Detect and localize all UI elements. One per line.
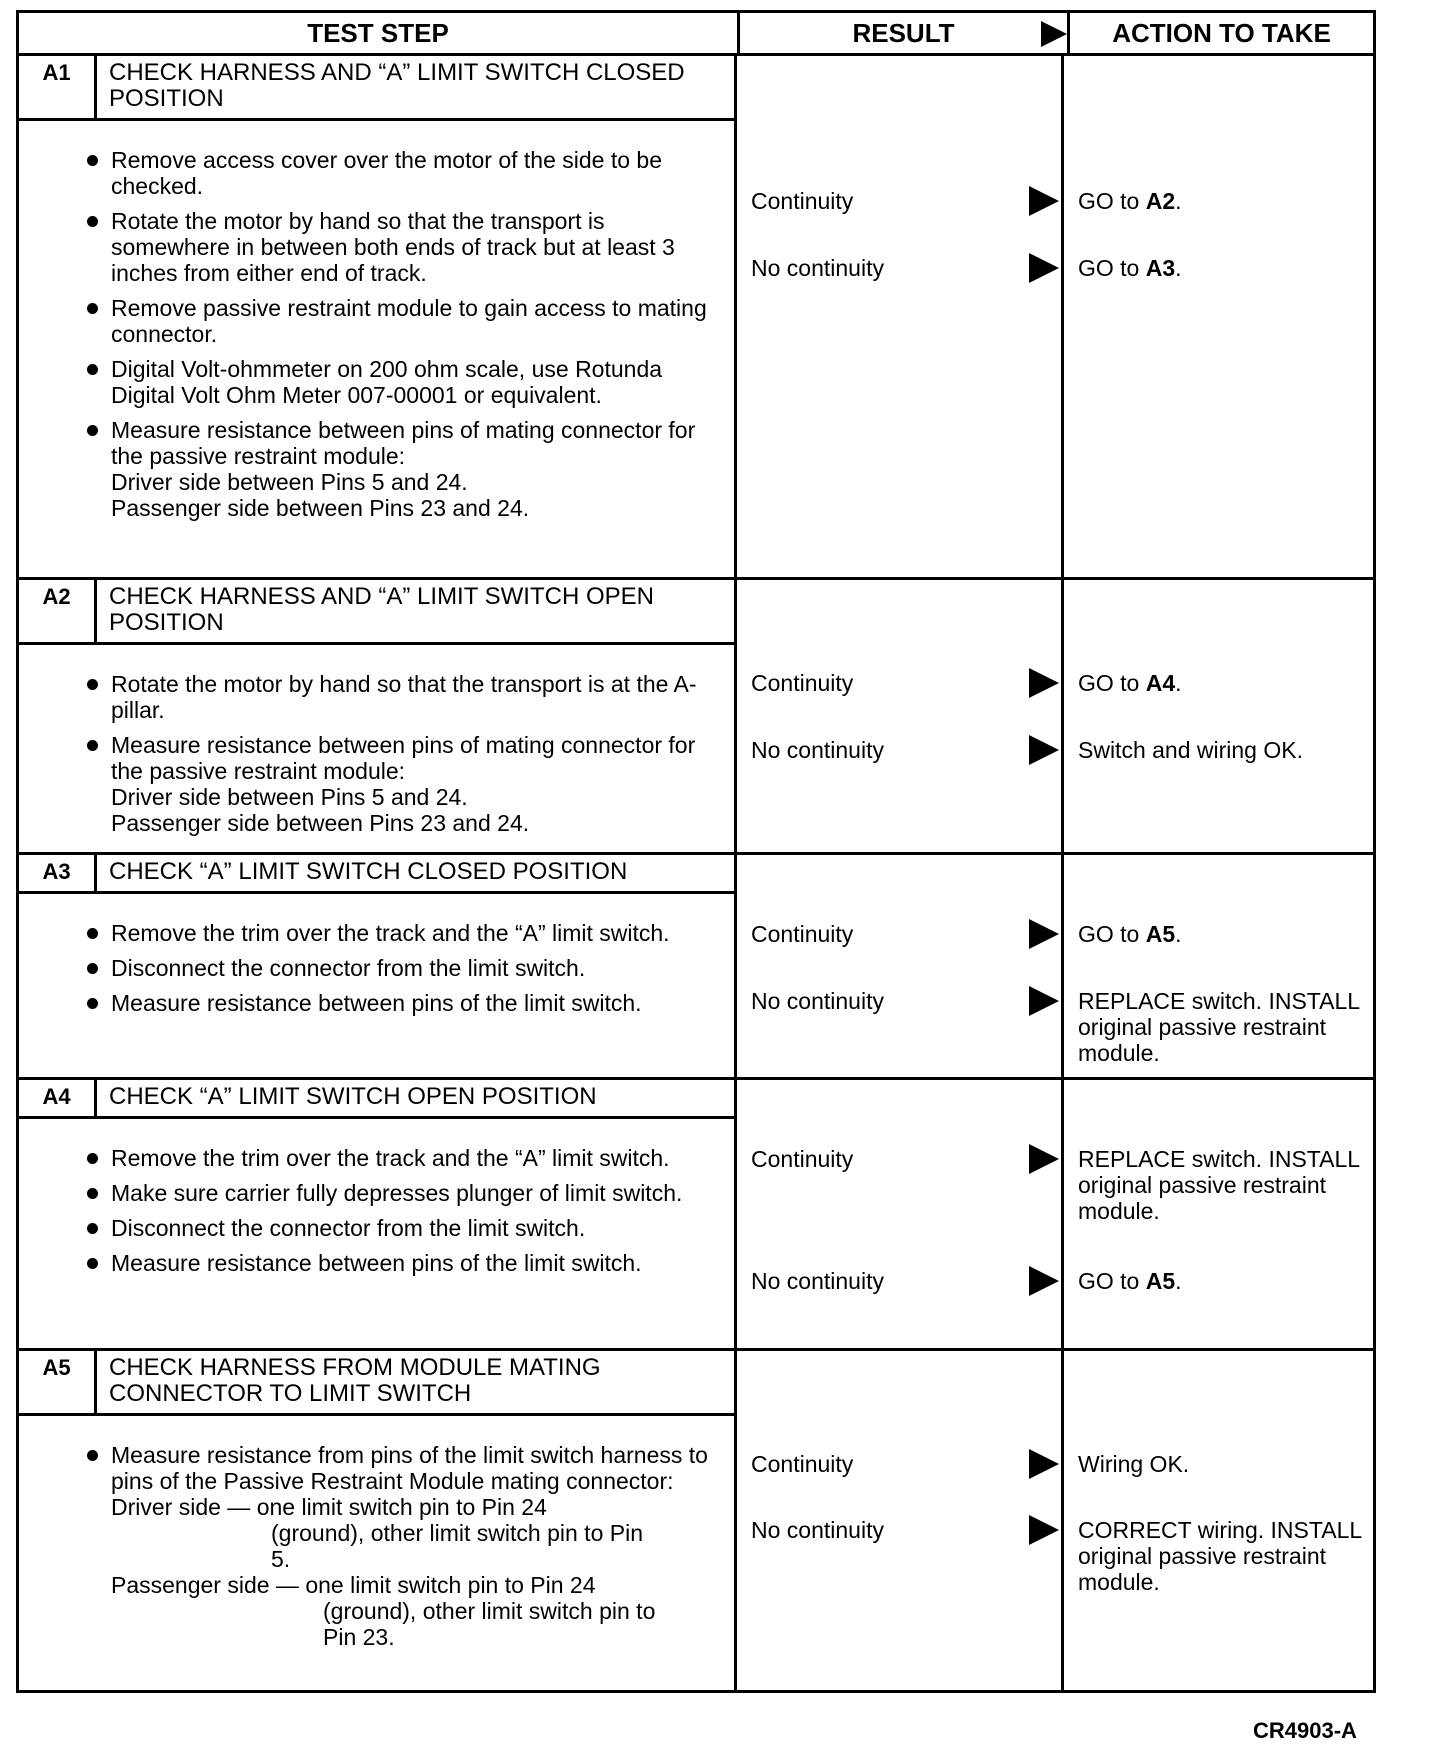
arrow-right-icon [1027,1513,1061,1547]
bullet-item: Make sure carrier fully depresses plunger of limit switch. [111,1180,714,1206]
bullet-item: Remove passive restraint module to gain access to mating connector. [111,295,714,347]
action-text: REPLACE switch. INSTALL original passive restraint module. [1078,1146,1360,1224]
arrow-right-icon [1039,19,1069,49]
action-text: Switch and wiring OK. [1078,737,1303,763]
arrow-right-icon [1027,1264,1061,1298]
result-cell [737,1351,1064,1690]
step-id: A4 [19,1080,97,1116]
bullet-text: Measure resistance from pins of the limit switch harness to pins of the Passive Restraint Module mating connector: [111,1442,708,1494]
result-text: Continuity [751,670,854,696]
step-bullets [19,645,734,844]
step-title-row [19,855,734,894]
arrow-right-icon [1027,917,1061,951]
step-title-row [19,580,734,645]
action-cell [1064,1351,1373,1690]
arrow-right-icon [1027,184,1061,218]
step-bullets [19,1416,734,1658]
step-bullets [19,1119,734,1293]
action-cell [1064,56,1373,577]
step-title: CHECK HARNESS AND “A” LIMIT SWITCH CLOSED POSITION [109,59,685,112]
step-title: CHECK HARNESS FROM MODULE MATING CONNECTOR TO LIMIT SWITCH [109,1354,601,1407]
header-result [740,13,1070,53]
step-bullets [19,121,734,529]
result-cell [737,855,1064,1077]
action-text: GO to A5. [1078,1268,1182,1294]
bullet-item: Remove the trim over the track and the “A” limit switch. [111,1145,714,1171]
test-step-cell [19,580,737,852]
bullet-item: Measure resistance between pins of the limit switch. [111,1250,714,1276]
arrow-right-icon [1027,984,1061,1018]
table-header [19,13,1373,56]
result-text: No continuity [751,255,884,281]
bullet-item: Disconnect the connector from the limit switch. [111,1215,714,1241]
arrow-right-icon [1027,1447,1061,1481]
arrow-right-icon [1027,733,1061,767]
result-text: Continuity [751,921,854,947]
bullet-item [111,417,714,521]
bullet-text: Measure resistance between pins of mating connector for the passive restraint module: [111,417,696,469]
result-text: No continuity [751,1517,884,1543]
result-text: Continuity [751,1146,854,1172]
action-text: Wiring OK. [1078,1451,1190,1477]
action-text: GO to A5. [1078,921,1182,947]
step-a2 [19,580,1373,855]
step-title: CHECK “A” LIMIT SWITCH CLOSED POSITION [109,858,628,885]
step-id: A1 [19,56,97,118]
driver-side-cont: (ground), other limit switch pin to Pin [271,1520,643,1546]
result-text: Continuity [751,188,854,214]
bullet-item: Remove the trim over the track and the “A” limit switch. [111,920,714,946]
result-cell [737,56,1064,577]
driver-side-cont: 5. [271,1546,291,1572]
step-title: CHECK “A” LIMIT SWITCH OPEN POSITION [109,1083,597,1110]
driver-pins: Driver side between Pins 5 and 24. [111,784,468,810]
bullet-item: Measure resistance between pins of the limit switch. [111,990,714,1016]
header-test-step: TEST STEP [19,13,740,53]
passenger-pins: Passenger side between Pins 23 and 24. [111,810,530,836]
step-a1 [19,56,1373,580]
bullet-item: Disconnect the connector from the limit switch. [111,955,714,981]
step-title-row [19,1351,734,1416]
step-a3 [19,855,1373,1080]
step-title: CHECK HARNESS AND “A” LIMIT SWITCH OPEN POSITION [109,583,654,636]
step-title-row [19,1080,734,1119]
passenger-side-cont: Pin 23. [323,1624,395,1650]
action-text: CORRECT wiring. INSTALL original passive restraint module. [1078,1517,1362,1595]
result-text: No continuity [751,1268,884,1294]
bullet-item: Rotate the motor by hand so that the transport is somewhere in between both ends of track but at least 3 inches from either end of track. [111,208,714,286]
arrow-right-icon [1027,1142,1061,1176]
step-bullets [19,894,734,1033]
action-cell [1064,580,1373,852]
step-a4 [19,1080,1373,1351]
passenger-side-cont: (ground), other limit switch pin to [323,1598,656,1624]
step-a5 [19,1351,1373,1690]
bullet-item [111,732,714,836]
action-text: GO to A2. [1078,188,1182,214]
bullet-item: Rotate the motor by hand so that the transport is at the A-pillar. [111,671,714,723]
test-step-cell [19,1351,737,1690]
figure-code: CR4903-A [1253,1718,1357,1743]
result-text: No continuity [751,737,884,763]
result-text: Continuity [751,1451,854,1477]
step-id: A3 [19,855,97,891]
step-id: A2 [19,580,97,642]
diagnostic-table [16,10,1376,1693]
test-step-cell [19,1080,737,1348]
result-cell [737,580,1064,852]
bullet-item [111,1442,710,1650]
header-result-label: RESULT [852,18,955,48]
test-step-cell [19,855,737,1077]
result-cell [737,1080,1064,1348]
test-step-cell [19,56,737,577]
bullet-item: Remove access cover over the motor of the side to be checked. [111,147,714,199]
action-text: GO to A3. [1078,255,1182,281]
step-id: A5 [19,1351,97,1413]
bullet-item: Digital Volt-ohmmeter on 200 ohm scale, use Rotunda Digital Volt Ohm Meter 007-00001 or equivalent. [111,356,714,408]
action-text: REPLACE switch. INSTALL original passive restraint module. [1078,988,1360,1066]
arrow-right-icon [1027,666,1061,700]
action-text: GO to A4. [1078,670,1182,696]
driver-side-line: Driver side — one limit switch pin to Pin 24 [111,1494,547,1520]
passenger-pins: Passenger side between Pins 23 and 24. [111,495,530,521]
step-title-row [19,56,734,121]
arrow-right-icon [1027,251,1061,285]
bullet-text: Measure resistance between pins of mating connector for the passive restraint module: [111,732,696,784]
passenger-side-line: Passenger side — one limit switch pin to Pin 24 [111,1572,596,1598]
header-action: ACTION TO TAKE [1112,18,1331,48]
result-text: No continuity [751,988,884,1014]
action-cell [1064,855,1373,1077]
driver-pins: Driver side between Pins 5 and 24. [111,469,468,495]
action-cell [1064,1080,1373,1348]
